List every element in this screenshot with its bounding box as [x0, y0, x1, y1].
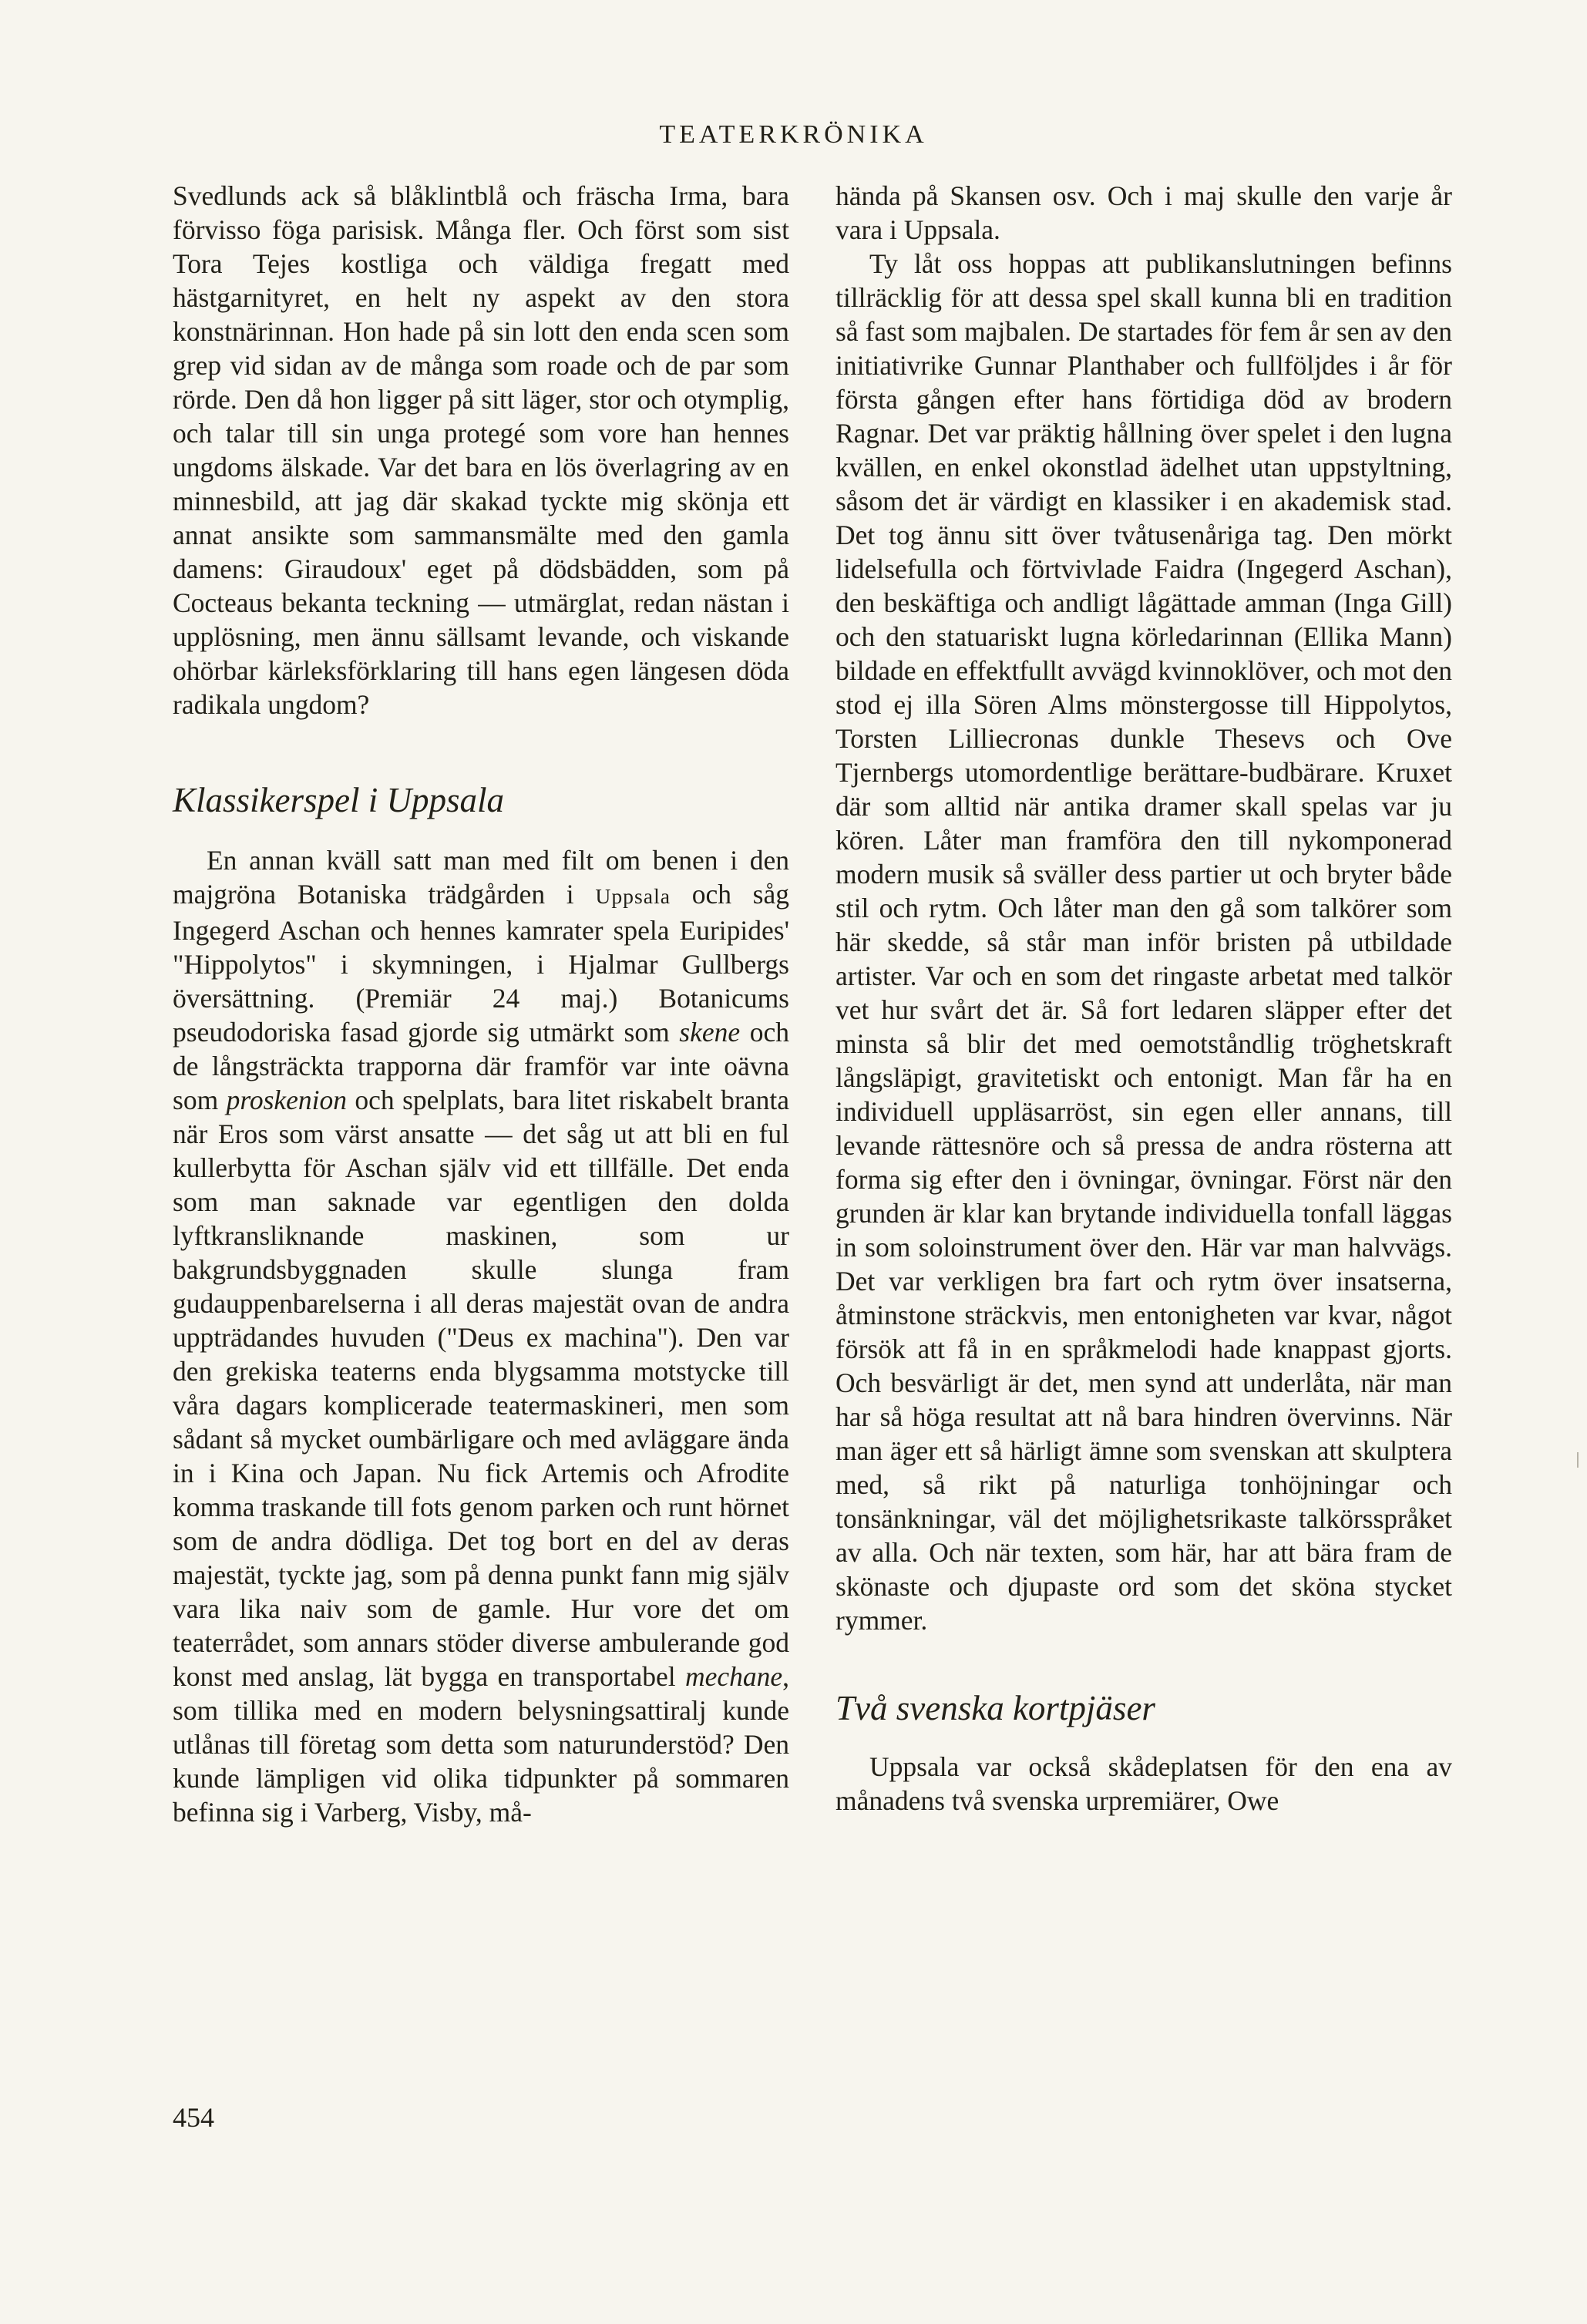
text-run: En annan kväll satt man med filt om benen i den majgröna Botaniska trädgården i: [173, 845, 789, 910]
paragraph-continuation: hända på Skansen osv. Och i maj skulle den varje år vara i Uppsala.: [836, 180, 1452, 245]
section-heading-kortpjaser: Två svenska kortpjäser: [836, 1689, 1155, 1727]
text-run: och såg Ingegerd Aschan och hennes kamrater spela Euripides' "Hippolytos" i skymningen, i Hjalmar Gullbergs översättning. (Premiär 24 maj.) Botanicums pseudodoriska fasad gjorde sig utmärkt som: [173, 879, 789, 1048]
text-run: och spelplats, bara litet riskabelt branta när Eros som värst ansatte — det såg ut att bli en ful kullerbytta för Aschan själv vid ett tillfälle. Det enda som man saknade var egentligen den dolda lyftkransliknande maskinen, som ur bakgrundsbyggnaden skulle slunga fram gudauppenbarelserna i all deras majestät ovan de andra uppträdandes huvuden ("Deus ex machina"). Den var den grekiska teaterns enda blygsamma motstycke till våra dagars komplicerade teatermaskineri, men som sådant så mycket oumbärligare och med avläggare ända in i Kina och Japan. Nu fick Artemis och Afrodite komma traskande till fots genom parken och runt hörnet som de andra dödliga. Det tog bort en del av deras majestät, tyckte jag, som på denna punkt fann mig själv vara lika naiv som de gamle. Hur vore det om teaterrådet, som annars stöder diverse ambulerande god konst med anslag, lät bygga en transportabel: [173, 1085, 789, 1692]
paragraph-continuation: Svedlunds ack så blåklintblå och fräscha Irma, bara förvisso föga parisisk. Många fler. Och först som sist Tora Tejes kostliga och väldiga fregatt med hästgarnityret, en helt ny aspekt av den stora konstnärinnan. Hon hade på sin lott den enda scen som grep vid sidan av de många som roade och de par som rörde. Den då hon ligger på sitt läger, stor och otymplig, och talar till sin unga protegé som vore han hennes ungdoms älskade. Var det bara en lös överlagring av en minnesbild, att jag där skakad tyckte mig skönja ett annat ansikte som sammansmälte med den gamla damens: Giraudoux' eget på dödsbädden, som på Cocteaus bekanta teckning — utmärglat, redan nästan i upplösning, men ännu sällsamt levande, och viskande ohörbar kärleksförklaring till hans egen längesen döda radikala ungdom?: [173, 180, 789, 720]
paragraph-klassikerspel-review: Ty låt oss hoppas att publikanslutningen befinns tillräcklig för att dessa spel skall kunna bli en tradition så fast som majbalen. De startades för fem år sen av den initiativrike Gunnar Planthaber och fullföljdes i år för första gången efter hans förtidiga död av brodern Ragnar. Det var präktig hållning över spelet i den lugna kvällen, en enkel okonstlad ädelhet utan uppstyltning, såsom det är värdigt en klassiker i en akademisk stad. Det tog ännu sitt över tvåtusenåriga tag. Den mörkt lidelsefulla och förtvivlade Faidra (Ingegerd Aschan), den beskäftiga och andligt lågättade amman (Inga Gill) och den statuariskt lugna körledarinnan (Ellika Mann) bildade en effektfullt avvägd kvinnoklöver, och mot den stod ej illa Sören Alms mönstergosse till Hippolytos, Torsten Lilliecronas dunkle Thesevs och Ove Tjernbergs utomordentlige berättare-budbärare. Kruxet där som alltid när antika dramer skall spelas var ju kören. Låter man framföra den till nykomponerad modern musik så sväller dess partier ut och bryter både stil och rytm. Och låter man den gå som talkörer som här skedde, så står man inför bristen på utbildade artister. Var och en som det ringaste arbetat med talkör vet hur svårt det är. Så fort ledaren släpper efter det minsta så blir det med oemotståndlig tröghetskraft långsläpigt, gravitetiskt och entonigt. Man får ha en individuell uppläsarröst, sin egen eller annans, till levande rättesnöre och så pressa de andra rösterna att forma sig efter den i övningar, övningar. Först när den grunden är klar kan brytande individuella tonfall läggas in som soloinstrument över den. Här var man halvvägs. Det var verkligen bra fart och rytm över insatserna, åtminstone sträckvis, men entonigheten var kvar, något försök att få in en språkmelodi hade knappast gjorts. Och besvärligt är det, men synd att underlåta, när man har så höga resultat att nå bara hindren övervinns. När man äger ett så härligt ämne som svenskan att skulptera med, så rikt på naturliga tonhöjningar och tonsänkningar, väl det möjlighetsrikaste talkörsspråket av alla. Och när texten, som här, har att bära fram de skönaste och djupaste ord som det sköna stycket rymmer.: [836, 248, 1452, 1636]
italic-term-proskenion: proskenion: [226, 1085, 348, 1115]
paragraph-klassikerspel: [173, 843, 789, 1829]
text-run: , som tillika med en modern belysningsattiralj kunde utlånas till företag som detta som naturunderstöd? Den kunde lämpligen vid olika tidpunkter på sommaren befinna sig i Varberg, Visby, må-: [173, 1661, 789, 1828]
section-heading-klassikerspel: Klassikerspel i Uppsala: [173, 781, 505, 819]
right-column: [836, 179, 1452, 1818]
page-number: 454: [173, 2102, 214, 2133]
italic-term-skene: skene: [679, 1017, 741, 1048]
text-run: och de långsträckta trapporna där framför var inte oävna som: [173, 1017, 789, 1115]
left-column: [173, 179, 789, 1829]
paragraph-kortpjaser: Uppsala var också skådeplatsen för den ena av månadens två svenska urpremiärer, Owe: [836, 1751, 1452, 1816]
place-name-smallcaps: Uppsala: [595, 884, 671, 908]
running-head: TEATERKRÖNIKA: [659, 120, 928, 149]
scan-edge-mark: [1577, 1452, 1579, 1468]
italic-term-mechane: mechane: [684, 1661, 783, 1692]
